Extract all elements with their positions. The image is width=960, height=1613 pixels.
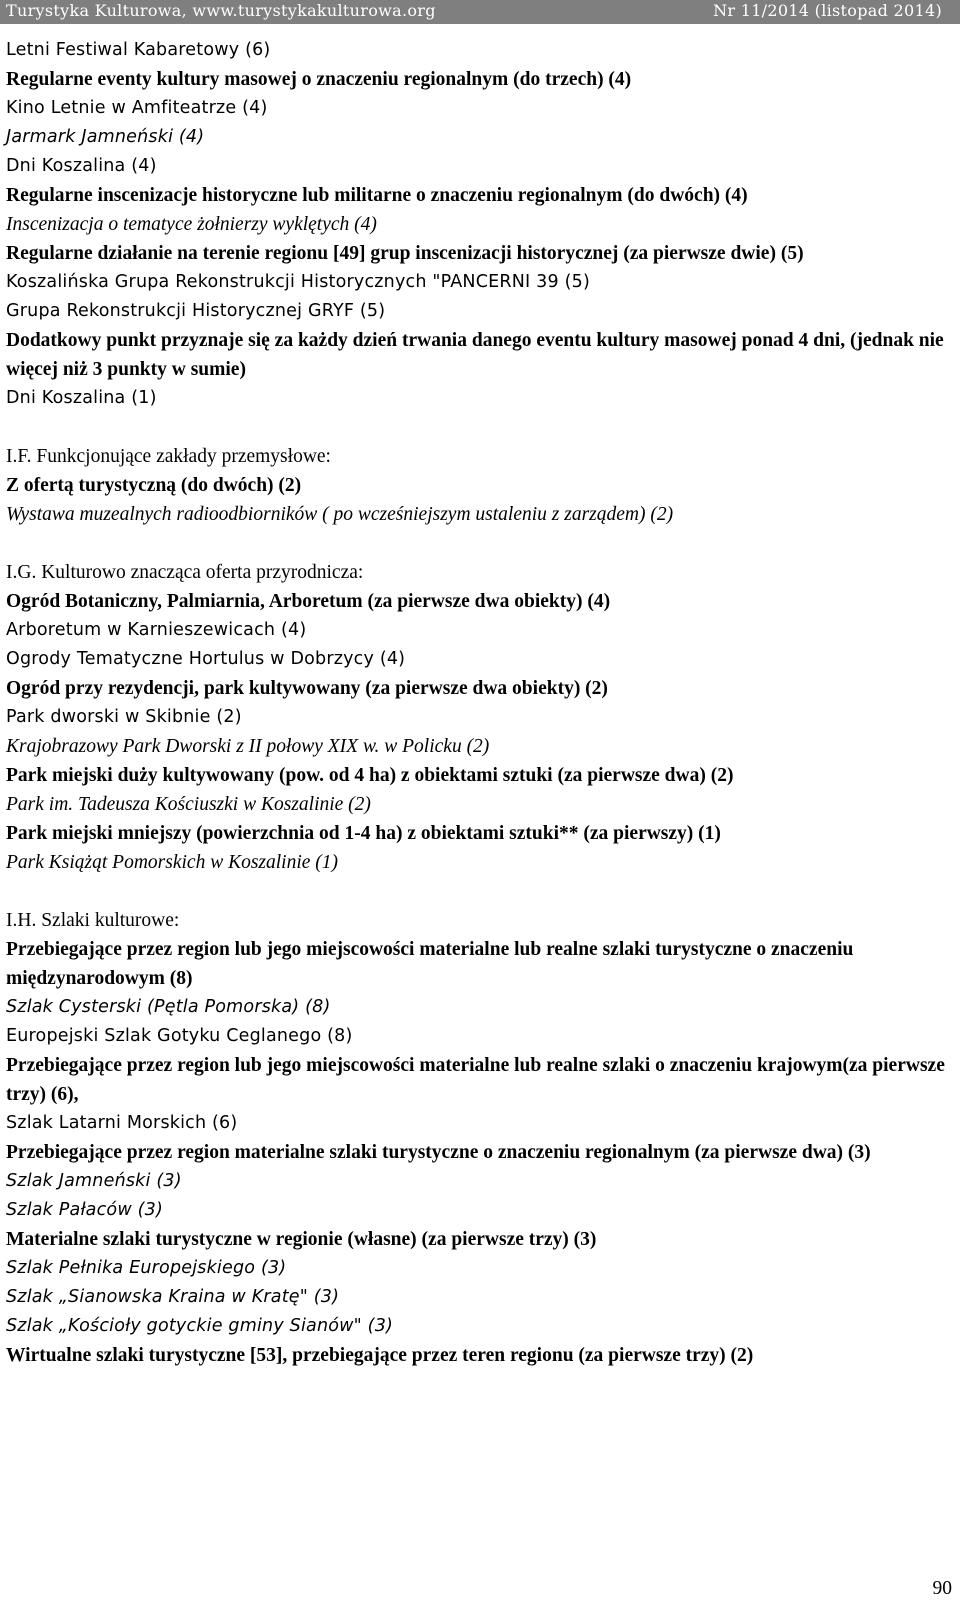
category-heading: Park miejski mniejszy (powierzchnia od 1-4 ha) z obiektami sztuki** (za pierwszy) (1) [6, 823, 721, 844]
category-heading: Ogród Botaniczny, Palmiarnia, Arboretum (za pierwsze dwa obiekty) (4) [6, 591, 611, 612]
list-item: Szlak Latarni Morskich (6) [6, 1113, 238, 1133]
paragraph-gap [6, 529, 946, 558]
section-heading: I.H. Szlaki kulturowe: [6, 910, 180, 931]
list-item: Koszalińska Grupa Rekonstrukcji Historycznych "PANCERNI 39 (5) [6, 272, 590, 292]
paragraph-gap [6, 877, 946, 906]
journal-title: Turystyka Kulturowa, www.turystykakulturowa.org [6, 1, 436, 20]
list-item: Letni Festiwal Kabaretowy (6) [6, 40, 271, 60]
list-item: Szlak „Sianowska Kraina w Kratę" (3) [6, 1287, 340, 1307]
category-heading: Dodatkowy punkt przyznaje się za każdy dzień trwania danego eventu kultury masowej ponad 4 dni, (jednak nie więcej niż 3 punkty w sumie) [6, 330, 944, 380]
category-heading: Z ofertą turystyczną (do dwóch) (2) [6, 475, 302, 496]
list-item: Park Książąt Pomorskich w Koszalinie (1) [6, 852, 339, 873]
category-heading: Przebiegające przez region lub jego miejscowości materialne lub realne szlaki turystyczne o znaczeniu międzynarodowym (8) [6, 939, 854, 989]
page-header [0, 0, 960, 24]
list-item: Kino Letnie w Amfiteatrze (4) [6, 98, 268, 118]
list-item: Inscenizacja o tematyce żołnierzy wyklętych (4) [6, 214, 377, 235]
list-item: Szlak Jamneński (3) [6, 1171, 182, 1191]
paragraph-gap [6, 413, 946, 442]
category-heading: Przebiegające przez region lub jego miejscowości materialne lub realne szlaki o znaczeniu krajowym(za pierwsze trzy) (6), [6, 1055, 945, 1105]
issue-number: Nr 11/2014 (listopad 2014) [713, 1, 942, 20]
list-item: Jarmark Jamneński (4) [6, 127, 205, 147]
category-heading: Materialne szlaki turystyczne w regionie (własne) (za pierwsze trzy) (3) [6, 1229, 597, 1250]
category-heading: Regularne inscenizacje historyczne lub militarne o znaczeniu regionalnym (do dwóch) (4) [6, 185, 748, 206]
list-item: Wystawa muzealnych radioodbiorników ( po wcześniejszym ustaleniu z zarządem) (2) [6, 504, 674, 525]
list-item: Park im. Tadeusza Kościuszki w Koszalinie (2) [6, 794, 371, 815]
category-heading: Park miejski duży kultywowany (pow. od 4 ha) z obiektami sztuki (za pierwsze dwa) (2) [6, 765, 734, 786]
category-heading: Regularne eventy kultury masowej o znaczeniu regionalnym (do trzech) (4) [6, 69, 632, 90]
category-heading: Przebiegające przez region materialne szlaki turystyczne o znaczeniu regionalnym (za pierwsze dwa) (3) [6, 1142, 871, 1163]
list-item: Ogrody Tematyczne Hortulus w Dobrzycy (4) [6, 649, 406, 669]
list-item: Dni Koszalina (1) [6, 388, 157, 408]
list-item: Szlak Pełnika Europejskiego (3) [6, 1258, 287, 1278]
category-heading: Ogród przy rezydencji, park kultywowany (za pierwsze dwa obiekty) (2) [6, 678, 608, 699]
page-number: 90 [932, 1578, 952, 1599]
list-item: Szlak Cysterski (Pętla Pomorska) (8) [6, 997, 331, 1017]
list-item: Dni Koszalina (4) [6, 156, 157, 176]
category-heading: Regularne działanie na terenie regionu [49] grup inscenizacji historycznej (za pierwsze dwie) (5) [6, 243, 804, 264]
list-item: Grupa Rekonstrukcji Historycznej GRYF (5) [6, 301, 386, 321]
category-heading: Wirtualne szlaki turystyczne [53], przebiegające przez teren regionu (za pierwsze trzy) (2) [6, 1345, 754, 1366]
section-heading: I.G. Kulturowo znacząca oferta przyrodnicza: [6, 562, 364, 583]
list-item: Arboretum w Karnieszewicach (4) [6, 620, 307, 640]
document-body [6, 36, 946, 1370]
list-item: Europejski Szlak Gotyku Ceglanego (8) [6, 1026, 353, 1046]
list-item: Krajobrazowy Park Dworski z II połowy XIX w. w Policku (2) [6, 736, 490, 757]
list-item: Szlak „Kościoły gotyckie gminy Sianów" (3) [6, 1316, 394, 1336]
list-item: Park dworski w Skibnie (2) [6, 707, 242, 727]
list-item: Szlak Pałaców (3) [6, 1200, 163, 1220]
section-heading: I.F. Funkcjonujące zakłady przemysłowe: [6, 446, 331, 467]
